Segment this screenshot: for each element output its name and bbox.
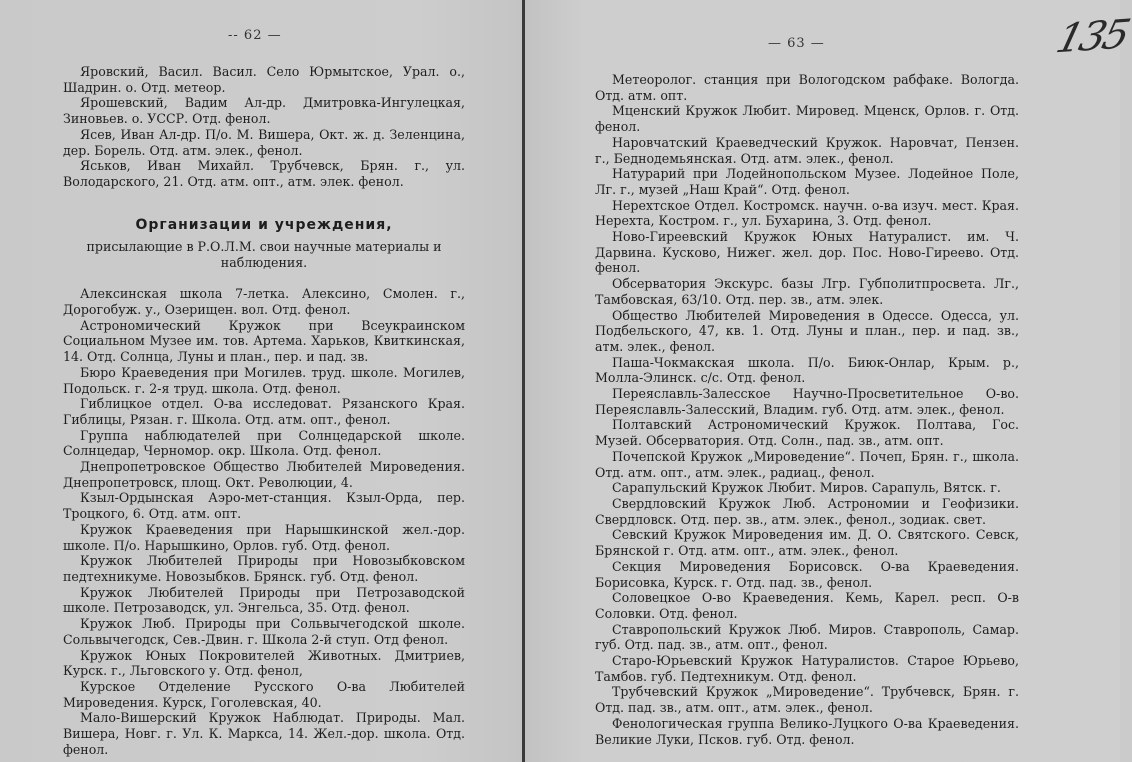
page-number: -- 62 — (228, 28, 282, 43)
organization-entry: Трубчевский Кружок „Мироведение“. Трубчевск, Брян. г. Отд. пад. зв., атм. опт., атм. элек., фенол. (595, 684, 1019, 716)
organization-entry: Соловецкое О-во Краеведения. Кемь, Карел. респ. О-в Соловки. Отд. фенол. (595, 590, 1019, 621)
persons-list (63, 64, 465, 190)
organization-entry: Группа наблюдателей при Солнцедарской школе. Солнцедар, Черномор. окр. Школа. Отд. фенол. (63, 427, 465, 459)
organization-entry: Мало-Вишерский Кружок Наблюдат. Природы. Мал. Вишера, Новг. г. Ул. К. Маркса, 14. Жел.-дор. школа. Отд. фенол. (63, 710, 465, 757)
organization-entry: Астрономический Кружок при Всеукраинском Социальном Музее им. тов. Артема. Харьков, Квиткинская, 14. Отд. Солнца, Луны и план., пер. и пад. зв. (63, 317, 465, 365)
handwritten-archive-number: 135 (1051, 11, 1132, 63)
organization-entry: Гиблицкое отдел. О-ва исследоват. Рязанского Края. Гиблицы, Рязан. г. Школа. Отд. атм. опт., фенол. (63, 396, 465, 427)
organization-entry: Общество Любителей Мироведения в Одессе. Одесса, ул. Подбельского, 47, кв. 1. Отд. Луны и план., пер. и пад. зв., атм. элек., фенол. (595, 307, 1019, 354)
organization-entry: Фенологическая группа Велико-Луцкого О-ва Краеведения. Великие Луки, Псков. губ. Отд. фенол. (595, 715, 1019, 747)
organization-entry: Мценский Кружок Любит. Мировед. Мценск, Орлов. г. Отд. фенол. (595, 103, 1019, 135)
page-number: — 63 — (768, 36, 825, 51)
person-entry: Ярошевский, Вадим Ал-др. Дмитровка-Ингулецкая, Зиновьев. о. УССР. Отд. фенол. (63, 95, 465, 127)
organization-entry: Переяславль-Залесское Научно-Просветительное О-во. Переяславль-Залесский, Владим. губ. Отд. атм. элек., фенол. (595, 386, 1019, 417)
organization-entry: Курское Отделение Русского О-ва Любителей Мироведения. Курск, Гоголевская, 40. (63, 678, 465, 710)
right-column (595, 72, 1019, 747)
organization-entry: Кружок Любителей Природы при Новозыбковском педтехникуме. Новозыбков. Брянск. губ. Отд. фенол. (63, 553, 465, 584)
section-heading: Организации и учреждения, (135, 216, 393, 233)
organization-entry: Паша-Чокмакская школа. П/о. Биюк-Онлар, Крым. р., Молла-Элинск. с/с. Отд. фенол. (595, 354, 1019, 386)
organization-entry: Сарапульский Кружок Любит. Миров. Сарапуль, Вятск. г. (612, 480, 1001, 496)
organization-entry: Ново-Гиреевский Кружок Юных Натуралист. им. Ч. Дарвина. Кусково, Нижег. жел. дор. Пос. Ново-Гиреево. Отд. фенол. (595, 229, 1019, 276)
person-entry: Яровский, Васил. Васил. Село Юрмытское, Урал. о., Шадрин. о. Отд. метеор. (63, 64, 465, 95)
person-entry: Яськов, Иван Михайл. Трубчевск, Брян. г., ул. Володарского, 21. Отд. атм. опт., атм. элек. фенол. (63, 158, 465, 189)
organization-entry: Алексинская школа 7-летка. Алексино, Смолен. г., Дорогобуж. у., Озерищен. вол. Отд. фенол. (63, 286, 465, 318)
organization-entry: Почепской Кружок „Мироведение“. Почеп, Брян. г., школа. Отд. атм. опт., атм. элек., радиац., фенол. (595, 448, 1019, 480)
organization-entry: Свердловский Кружок Люб. Астрономии и Геофизики. Свердловск. Отд. пер. зв., атм. элек., фенол., зодиак. свет. (595, 495, 1019, 527)
organization-entry: Старо-Юрьевский Кружок Натуралистов. Старое Юрьево, Тамбов. губ. Педтехникум. Отд. фенол. (595, 653, 1019, 684)
section-subheading: присылающие в Р.О.Л.М. свои научные материалы и наблюдения. (86, 239, 442, 271)
organization-entry: Секция Мироведения Борисовск. О-ва Краеведения. Борисовка, Курск. г. Отд. пад. зв., фенол. (595, 558, 1019, 590)
organization-entry: Кзыл-Ордынская Аэро-мет-станция. Кзыл-Орда, пер. Троцкого, 6. Отд. атм. опт. (63, 490, 465, 522)
organization-entry: Кружок Юных Покровителей Животных. Дмитриев, Курск. г., Льговского у. Отд. фенол, (63, 647, 465, 679)
organization-entry: Нерехтское Отдел. Костромск. научн. о-ва изуч. мест. Края. Нерехта, Костром. г., ул. Бухарина, 3. Отд. фенол. (595, 197, 1019, 229)
organization-entry: Кружок Краеведения при Нарышкинской жел.-дор. школе. П/о. Нарышкино, Орлов. губ. Отд. фенол. (63, 521, 465, 553)
left-column (63, 64, 465, 757)
organization-entry: Натурарий при Лодейнопольском Музее. Лодейное Поле, Лг. г., музей „Наш Край“. Отд. фенол. (595, 166, 1019, 197)
organization-entry: Кружок Люб. Природы при Сольвычегодской школе. Сольвычегодск, Сев.-Двин. г. Школа 2-й ступ. Отд фенол. (63, 616, 465, 647)
organization-entry: Кружок Любителей Природы при Петрозаводской школе. Петрозаводск, ул. Энгельса, 35. Отд. фенол. (63, 584, 465, 616)
left-page (0, 0, 523, 762)
organization-entry: Днепропетровское Общество Любителей Мироведения. Днепропетровск, площ. Окт. Революции, 4. (63, 459, 465, 490)
organization-entry: Севский Кружок Мироведения им. Д. О. Святского. Севск, Брянской г. Отд. атм. опт., атм. элек., фенол. (595, 527, 1019, 559)
organization-entry: Обсерватория Экскурс. базы Лгр. Губполитпросвета. Лг., Тамбовская, 63/10. Отд. пер. зв., атм. элек. (595, 276, 1019, 307)
organization-entry: Наровчатский Краеведческий Кружок. Наровчат, Пензен. г., Беднодемьянская. Отд. атм. элек., фенол. (595, 134, 1019, 166)
organization-entry: Ставропольский Кружок Люб. Миров. Ставрополь, Самар. губ. Отд. пад. зв., атм. опт., фенол. (595, 621, 1019, 653)
organization-entry: Полтавский Астрономический Кружок. Полтава, Гос. Музей. Обсерватория. Отд. Солн., пад. зв., атм. опт. (595, 417, 1019, 449)
person-entry: Ясев, Иван Ал-др. П/о. М. Вишера, Окт. ж. д. Зеленцина, дер. Борель. Отд. атм. элек., фенол. (63, 126, 465, 158)
organization-entry: Метеоролог. станция при Вологодском рабфаке. Вологда. Отд. атм. опт. (595, 72, 1019, 103)
organization-entry: Бюро Краеведения при Могилев. труд. школе. Могилев, Подольск. г. 2-я труд. школа. Отд. фенол. (63, 364, 465, 396)
organizations-list (63, 286, 465, 757)
